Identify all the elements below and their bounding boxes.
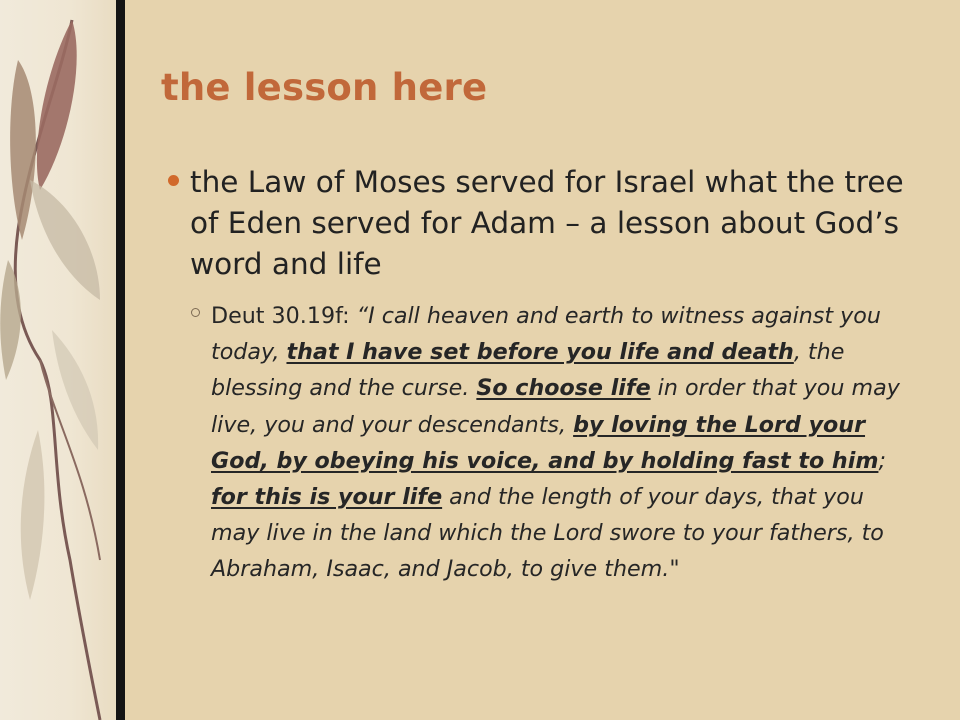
vertical-divider [116, 0, 125, 720]
sub-bullet-circle-icon [191, 308, 200, 317]
quote-segment-3: in order that you may live, you and your descendants, [211, 375, 900, 438]
quote-emphasis-2: So choose life [476, 375, 651, 402]
quote-body [211, 303, 900, 582]
quote-segment-5: and the length of your days, that you may live in the land which the Lord swore to your fathers, to Abraham, Isaac, and Jacob, to give them. [211, 484, 884, 583]
bullet-dot-icon [168, 175, 179, 186]
sub-bullet [191, 298, 916, 588]
slide-content [125, 0, 960, 720]
quote-emphasis-3: by loving the Lord your God, by obeying his voice, and by holding fast to him [211, 411, 879, 474]
main-bullet [168, 162, 908, 285]
close-quote-mark: " [669, 556, 680, 583]
leaf-branch-icon [0, 0, 116, 720]
scripture-quote [211, 298, 916, 588]
leaf-decoration-panel [0, 0, 116, 720]
quote-emphasis-1: that I have set before you life and death [286, 339, 794, 366]
quote-emphasis-4: for this is your life [211, 484, 443, 511]
quote-segment-2: , the blessing and the curse. [211, 339, 845, 402]
open-quote-mark: “ [356, 303, 369, 329]
main-bullet-text: the Law of Moses served for Israel what the tree of Eden served for Adam – a lesson about God’s word and life [190, 165, 904, 281]
quote-segment-1: I call heaven and earth to witness against you today, [211, 303, 881, 366]
scripture-reference: Deut 30.19f: [211, 303, 357, 329]
slide-title: the lesson here [161, 66, 488, 109]
quote-segment-4: ; [878, 447, 886, 474]
